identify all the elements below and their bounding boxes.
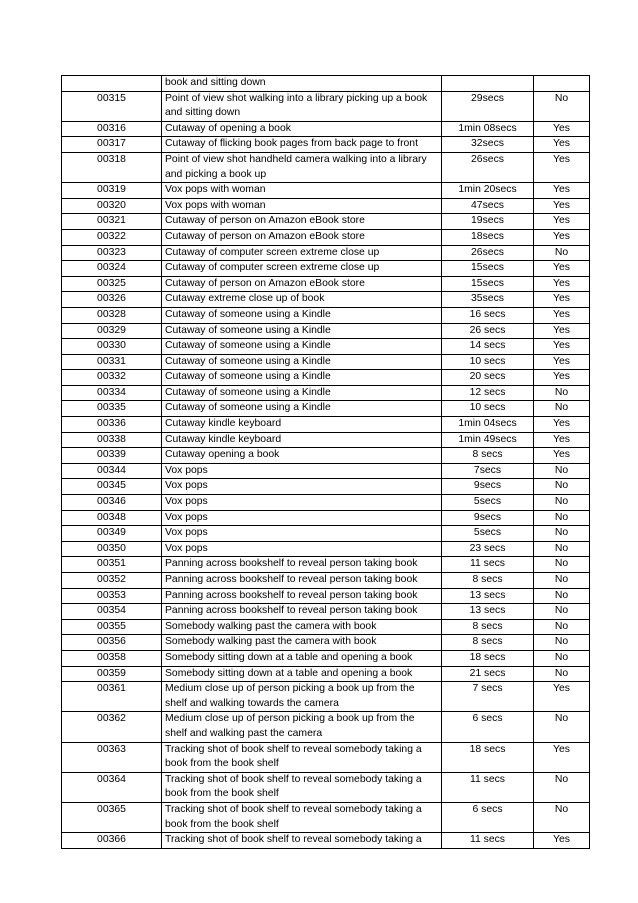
table-row	[62, 417, 590, 433]
clip-id-cell: 00324	[62, 261, 162, 277]
footage-log-table	[61, 75, 590, 849]
clip-used-cell: Yes	[534, 833, 590, 849]
table-row	[62, 276, 590, 292]
clip-id-cell: 00366	[62, 833, 162, 849]
clip-used-cell: No	[534, 495, 590, 511]
clip-id-cell: 00315	[62, 91, 162, 121]
clip-description-cell: Cutaway of computer screen extreme close up	[162, 245, 442, 261]
clip-duration-cell: 18secs	[442, 229, 534, 245]
clip-used-cell: Yes	[534, 370, 590, 386]
clip-used-cell: Yes	[534, 198, 590, 214]
clip-duration-cell: 13 secs	[442, 588, 534, 604]
table-row	[62, 604, 590, 620]
clip-description-cell: Vox pops	[162, 526, 442, 542]
clip-used-cell: No	[534, 588, 590, 604]
table-row	[62, 833, 590, 849]
clip-id-cell: 00359	[62, 666, 162, 682]
clip-description-cell: Tracking shot of book shelf to reveal somebody taking a book from the book shelf	[162, 742, 442, 772]
table-row	[62, 557, 590, 573]
clip-used-cell: Yes	[534, 742, 590, 772]
clip-duration-cell: 12 secs	[442, 385, 534, 401]
clip-description-cell: Panning across bookshelf to reveal person taking book	[162, 604, 442, 620]
clip-description-cell: Vox pops	[162, 479, 442, 495]
clip-description-cell: Somebody sitting down at a table and opening a book	[162, 666, 442, 682]
clip-duration-cell: 15secs	[442, 261, 534, 277]
clip-duration-cell: 9secs	[442, 510, 534, 526]
clip-duration-cell: 26secs	[442, 152, 534, 182]
clip-description-cell: Cutaway extreme close up of book	[162, 292, 442, 308]
clip-duration-cell: 14 secs	[442, 339, 534, 355]
table-row	[62, 650, 590, 666]
clip-duration-cell: 32secs	[442, 137, 534, 153]
clip-id-cell: 00326	[62, 292, 162, 308]
clip-id-cell: 00344	[62, 463, 162, 479]
clip-duration-cell: 6 secs	[442, 802, 534, 832]
clip-used-cell: Yes	[534, 339, 590, 355]
clip-id-cell: 00338	[62, 432, 162, 448]
clip-description-cell: Panning across bookshelf to reveal person taking book	[162, 573, 442, 589]
clip-used-cell: Yes	[534, 354, 590, 370]
clip-id-cell: 00330	[62, 339, 162, 355]
clip-used-cell: No	[534, 463, 590, 479]
clip-duration-cell: 1min 20secs	[442, 183, 534, 199]
clip-used-cell: No	[534, 401, 590, 417]
table-row	[62, 198, 590, 214]
clip-used-cell: Yes	[534, 152, 590, 182]
table-row	[62, 495, 590, 511]
clip-id-cell: 00349	[62, 526, 162, 542]
clip-duration-cell: 23 secs	[442, 541, 534, 557]
clip-description-cell: Panning across bookshelf to reveal person taking book	[162, 557, 442, 573]
clip-description-cell: Cutaway of flicking book pages from back page to front	[162, 137, 442, 153]
clip-duration-cell: 19secs	[442, 214, 534, 230]
clip-description-cell: Tracking shot of book shelf to reveal somebody taking a book from the book shelf	[162, 772, 442, 802]
clip-used-cell: Yes	[534, 682, 590, 712]
clip-description-cell: Vox pops with woman	[162, 198, 442, 214]
clip-description-cell: Cutaway of person on Amazon eBook store	[162, 214, 442, 230]
clip-description-cell: Tracking shot of book shelf to reveal somebody taking a	[162, 833, 442, 849]
clip-id-cell: 00328	[62, 307, 162, 323]
clip-id-cell: 00339	[62, 448, 162, 464]
clip-id-cell: 00356	[62, 635, 162, 651]
clip-id-cell: 00318	[62, 152, 162, 182]
clip-used-cell: No	[534, 712, 590, 742]
table-row	[62, 510, 590, 526]
clip-id-cell: 00365	[62, 802, 162, 832]
clip-used-cell: Yes	[534, 307, 590, 323]
clip-used-cell: Yes	[534, 292, 590, 308]
clip-used-cell: No	[534, 91, 590, 121]
clip-id-cell: 00335	[62, 401, 162, 417]
clip-id-cell: 00321	[62, 214, 162, 230]
table-row	[62, 479, 590, 495]
clip-used-cell: Yes	[534, 183, 590, 199]
clip-description-cell: Cutaway of someone using a Kindle	[162, 370, 442, 386]
clip-used-cell: No	[534, 619, 590, 635]
clip-duration-cell: 11 secs	[442, 557, 534, 573]
clip-id-cell: 00362	[62, 712, 162, 742]
clip-used-cell: Yes	[534, 432, 590, 448]
clip-description-cell: Somebody walking past the camera with book	[162, 635, 442, 651]
clip-description-cell: Cutaway of someone using a Kindle	[162, 354, 442, 370]
table-row	[62, 214, 590, 230]
clip-description-cell: Cutaway opening a book	[162, 448, 442, 464]
clip-duration-cell: 1min 08secs	[442, 121, 534, 137]
clip-id-cell: 00355	[62, 619, 162, 635]
clip-id-cell	[62, 76, 162, 92]
clip-description-cell: Cutaway of someone using a Kindle	[162, 339, 442, 355]
clip-duration-cell: 5secs	[442, 495, 534, 511]
clip-used-cell: No	[534, 635, 590, 651]
clip-used-cell: Yes	[534, 448, 590, 464]
clip-used-cell: Yes	[534, 323, 590, 339]
clip-description-cell: Cutaway of someone using a Kindle	[162, 323, 442, 339]
clip-used-cell: Yes	[534, 417, 590, 433]
table-row	[62, 137, 590, 153]
clip-description-cell: Vox pops	[162, 510, 442, 526]
clip-id-cell: 00320	[62, 198, 162, 214]
clip-duration-cell: 15secs	[442, 276, 534, 292]
clip-description-cell: Somebody sitting down at a table and opening a book	[162, 650, 442, 666]
clip-duration-cell: 20 secs	[442, 370, 534, 386]
table-row	[62, 712, 590, 742]
clip-description-cell: Panning across bookshelf to reveal person taking book	[162, 588, 442, 604]
table-row	[62, 261, 590, 277]
clip-id-cell: 00348	[62, 510, 162, 526]
clip-used-cell: Yes	[534, 276, 590, 292]
clip-used-cell: No	[534, 510, 590, 526]
clip-description-cell: Cutaway kindle keyboard	[162, 417, 442, 433]
clip-description-cell: Cutaway of computer screen extreme close up	[162, 261, 442, 277]
clip-id-cell: 00332	[62, 370, 162, 386]
clip-description-cell: Cutaway of person on Amazon eBook store	[162, 276, 442, 292]
clip-id-cell: 00363	[62, 742, 162, 772]
clip-duration-cell: 8 secs	[442, 635, 534, 651]
table-row	[62, 619, 590, 635]
clip-duration-cell: 18 secs	[442, 742, 534, 772]
footage-log-body	[62, 76, 590, 849]
clip-description-cell: Vox pops	[162, 541, 442, 557]
clip-duration-cell	[442, 76, 534, 92]
table-row	[62, 370, 590, 386]
table-row	[62, 802, 590, 832]
table-row	[62, 432, 590, 448]
clip-used-cell	[534, 76, 590, 92]
clip-id-cell: 00352	[62, 573, 162, 589]
clip-used-cell: No	[534, 772, 590, 802]
clip-used-cell: Yes	[534, 261, 590, 277]
clip-id-cell: 00317	[62, 137, 162, 153]
clip-used-cell: No	[534, 604, 590, 620]
clip-duration-cell: 10 secs	[442, 401, 534, 417]
clip-duration-cell: 16 secs	[442, 307, 534, 323]
clip-description-cell: Medium close up of person picking a book up from the shelf and walking towards the camera	[162, 682, 442, 712]
clip-used-cell: No	[534, 802, 590, 832]
clip-id-cell: 00351	[62, 557, 162, 573]
clip-id-cell: 00329	[62, 323, 162, 339]
table-row	[62, 339, 590, 355]
clip-duration-cell: 8 secs	[442, 619, 534, 635]
table-row	[62, 245, 590, 261]
clip-description-cell: Cutaway of opening a book	[162, 121, 442, 137]
clip-duration-cell: 9secs	[442, 479, 534, 495]
clip-used-cell: No	[534, 526, 590, 542]
clip-id-cell: 00322	[62, 229, 162, 245]
clip-id-cell: 00336	[62, 417, 162, 433]
clip-duration-cell: 1min 04secs	[442, 417, 534, 433]
table-row	[62, 91, 590, 121]
clip-used-cell: No	[534, 666, 590, 682]
table-row	[62, 463, 590, 479]
clip-duration-cell: 8 secs	[442, 448, 534, 464]
table-row	[62, 772, 590, 802]
clip-used-cell: No	[534, 479, 590, 495]
table-row	[62, 401, 590, 417]
clip-description-cell: Point of view shot walking into a library picking up a book and sitting down	[162, 91, 442, 121]
clip-id-cell: 00334	[62, 385, 162, 401]
table-row	[62, 526, 590, 542]
clip-duration-cell: 7secs	[442, 463, 534, 479]
clip-id-cell: 00331	[62, 354, 162, 370]
clip-duration-cell: 21 secs	[442, 666, 534, 682]
table-row	[62, 573, 590, 589]
clip-used-cell: No	[534, 541, 590, 557]
clip-used-cell: Yes	[534, 229, 590, 245]
clip-used-cell: Yes	[534, 214, 590, 230]
clip-id-cell: 00353	[62, 588, 162, 604]
clip-duration-cell: 5secs	[442, 526, 534, 542]
table-row	[62, 635, 590, 651]
clip-duration-cell: 8 secs	[442, 573, 534, 589]
table-row	[62, 229, 590, 245]
clip-used-cell: No	[534, 385, 590, 401]
clip-description-cell: Tracking shot of book shelf to reveal somebody taking a book from the book shelf	[162, 802, 442, 832]
clip-id-cell: 00345	[62, 479, 162, 495]
clip-id-cell: 00354	[62, 604, 162, 620]
clip-id-cell: 00350	[62, 541, 162, 557]
clip-used-cell: No	[534, 557, 590, 573]
clip-duration-cell: 35secs	[442, 292, 534, 308]
table-row	[62, 541, 590, 557]
clip-duration-cell: 26 secs	[442, 323, 534, 339]
clip-description-cell: Vox pops with woman	[162, 183, 442, 199]
clip-used-cell: No	[534, 650, 590, 666]
clip-description-cell: Cutaway of person on Amazon eBook store	[162, 229, 442, 245]
clip-duration-cell: 47secs	[442, 198, 534, 214]
clip-description-cell: Point of view shot handheld camera walking into a library and picking a book up	[162, 152, 442, 182]
table-row	[62, 152, 590, 182]
clip-duration-cell: 11 secs	[442, 833, 534, 849]
clip-id-cell: 00325	[62, 276, 162, 292]
clip-used-cell: No	[534, 245, 590, 261]
clip-id-cell: 00364	[62, 772, 162, 802]
clip-description-cell: Vox pops	[162, 463, 442, 479]
clip-description-cell: Cutaway kindle keyboard	[162, 432, 442, 448]
clip-id-cell: 00323	[62, 245, 162, 261]
clip-duration-cell: 11 secs	[442, 772, 534, 802]
clip-id-cell: 00319	[62, 183, 162, 199]
table-row	[62, 354, 590, 370]
clip-used-cell: Yes	[534, 121, 590, 137]
clip-id-cell: 00358	[62, 650, 162, 666]
clip-duration-cell: 29secs	[442, 91, 534, 121]
clip-id-cell: 00316	[62, 121, 162, 137]
clip-description-cell: Cutaway of someone using a Kindle	[162, 385, 442, 401]
table-row	[62, 448, 590, 464]
table-row	[62, 588, 590, 604]
table-row	[62, 385, 590, 401]
table-row	[62, 76, 590, 92]
clip-duration-cell: 26secs	[442, 245, 534, 261]
clip-description-cell: book and sitting down	[162, 76, 442, 92]
table-row	[62, 183, 590, 199]
clip-description-cell: Cutaway of someone using a Kindle	[162, 307, 442, 323]
clip-description-cell: Medium close up of person picking a book up from the shelf and walking past the camera	[162, 712, 442, 742]
table-row	[62, 292, 590, 308]
clip-id-cell: 00346	[62, 495, 162, 511]
clip-description-cell: Somebody walking past the camera with book	[162, 619, 442, 635]
table-row	[62, 682, 590, 712]
table-row	[62, 666, 590, 682]
clip-duration-cell: 13 secs	[442, 604, 534, 620]
clip-duration-cell: 6 secs	[442, 712, 534, 742]
clip-duration-cell: 18 secs	[442, 650, 534, 666]
clip-duration-cell: 10 secs	[442, 354, 534, 370]
table-row	[62, 323, 590, 339]
clip-id-cell: 00361	[62, 682, 162, 712]
clip-description-cell: Vox pops	[162, 495, 442, 511]
clip-description-cell: Cutaway of someone using a Kindle	[162, 401, 442, 417]
table-row	[62, 742, 590, 772]
clip-used-cell: No	[534, 573, 590, 589]
table-row	[62, 121, 590, 137]
clip-duration-cell: 1min 49secs	[442, 432, 534, 448]
clip-used-cell: Yes	[534, 137, 590, 153]
clip-duration-cell: 7 secs	[442, 682, 534, 712]
table-row	[62, 307, 590, 323]
